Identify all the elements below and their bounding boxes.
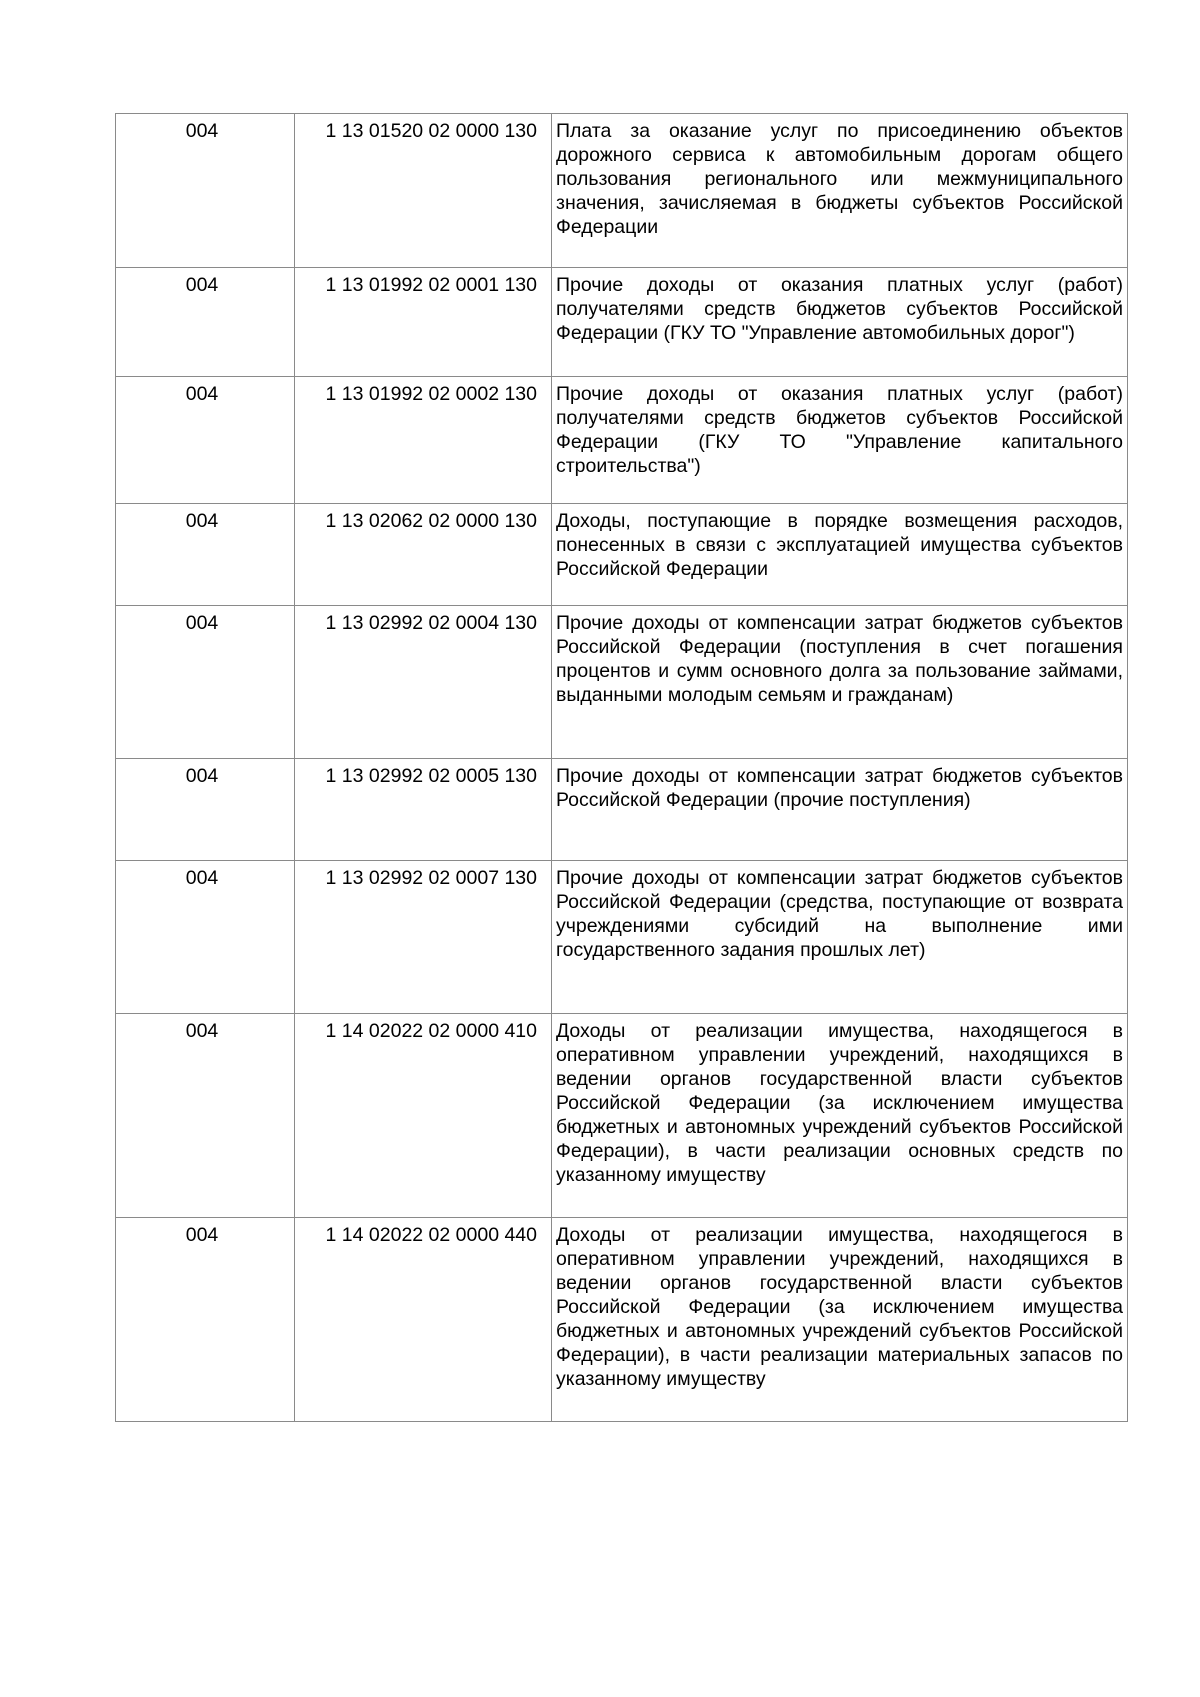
- income-code-cell: 1 14 02022 02 0000 410: [295, 1014, 552, 1218]
- income-name-cell: Прочие доходы от компенсации затрат бюджетов субъектов Российской Федерации (прочие поступления): [552, 759, 1128, 861]
- income-name-cell: Прочие доходы от компенсации затрат бюджетов субъектов Российской Федерации (средства, поступающие от возврата учреждениями субсидий на выполнение ими государственного задания прошлых лет): [552, 861, 1128, 1014]
- table-row: [116, 606, 1128, 759]
- table-row: [116, 377, 1128, 504]
- table-row: [116, 1014, 1128, 1218]
- admin-code-cell: 004: [116, 114, 295, 268]
- income-code-cell: 1 13 02992 02 0005 130: [295, 759, 552, 861]
- admin-code-cell: 004: [116, 759, 295, 861]
- income-name-cell: Доходы, поступающие в порядке возмещения расходов, понесенных в связи с эксплуатацией имущества субъектов Российской Федерации: [552, 504, 1128, 606]
- income-code-cell: 1 13 02992 02 0004 130: [295, 606, 552, 759]
- admin-code-cell: 004: [116, 504, 295, 606]
- admin-code-cell: 004: [116, 268, 295, 377]
- income-name-cell: Доходы от реализации имущества, находящегося в оперативном управлении учреждений, находящихся в ведении органов государственной власти субъектов Российской Федерации (за исключением имущества бюджетных и автономных учреждений субъектов Российской Федерации), в части реализации материальных запасов по указанному имуществу: [552, 1218, 1128, 1422]
- income-name-cell: Доходы от реализации имущества, находящегося в оперативном управлении учреждений, находящихся в ведении органов государственной власти субъектов Российской Федерации (за исключением имущества бюджетных и автономных учреждений субъектов Российской Федерации), в части реализации основных средств по указанному имуществу: [552, 1014, 1128, 1218]
- table-row: [116, 268, 1128, 377]
- income-name-cell: Прочие доходы от оказания платных услуг (работ) получателями средств бюджетов субъектов Российской Федерации (ГКУ ТО "Управление автомобильных дорог"): [552, 268, 1128, 377]
- table-row: [116, 1218, 1128, 1422]
- income-name-cell: Прочие доходы от оказания платных услуг (работ) получателями средств бюджетов субъектов Российской Федерации (ГКУ ТО "Управление капитального строительства"): [552, 377, 1128, 504]
- income-code-cell: 1 13 01520 02 0000 130: [295, 114, 552, 268]
- table-row: [116, 504, 1128, 606]
- admin-code-cell: 004: [116, 606, 295, 759]
- income-code-cell: 1 13 02062 02 0000 130: [295, 504, 552, 606]
- income-code-cell: 1 13 02992 02 0007 130: [295, 861, 552, 1014]
- income-code-cell: 1 13 01992 02 0001 130: [295, 268, 552, 377]
- admin-code-cell: 004: [116, 1014, 295, 1218]
- income-codes-table: [115, 113, 1128, 1422]
- document-page: [115, 113, 1127, 1422]
- income-codes-table-body: [116, 114, 1128, 1422]
- income-code-cell: 1 14 02022 02 0000 440: [295, 1218, 552, 1422]
- admin-code-cell: 004: [116, 861, 295, 1014]
- income-code-cell: 1 13 01992 02 0002 130: [295, 377, 552, 504]
- table-row: [116, 759, 1128, 861]
- income-name-cell: Прочие доходы от компенсации затрат бюджетов субъектов Российской Федерации (поступления в счет погашения процентов и сумм основного долга за пользование займами, выданными молодым семьям и гражданам): [552, 606, 1128, 759]
- table-row: [116, 861, 1128, 1014]
- income-name-cell: Плата за оказание услуг по присоединению объектов дорожного сервиса к автомобильным дорогам общего пользования регионального или межмуниципального значения, зачисляемая в бюджеты субъектов Российской Федерации: [552, 114, 1128, 268]
- table-row: [116, 114, 1128, 268]
- admin-code-cell: 004: [116, 377, 295, 504]
- admin-code-cell: 004: [116, 1218, 295, 1422]
